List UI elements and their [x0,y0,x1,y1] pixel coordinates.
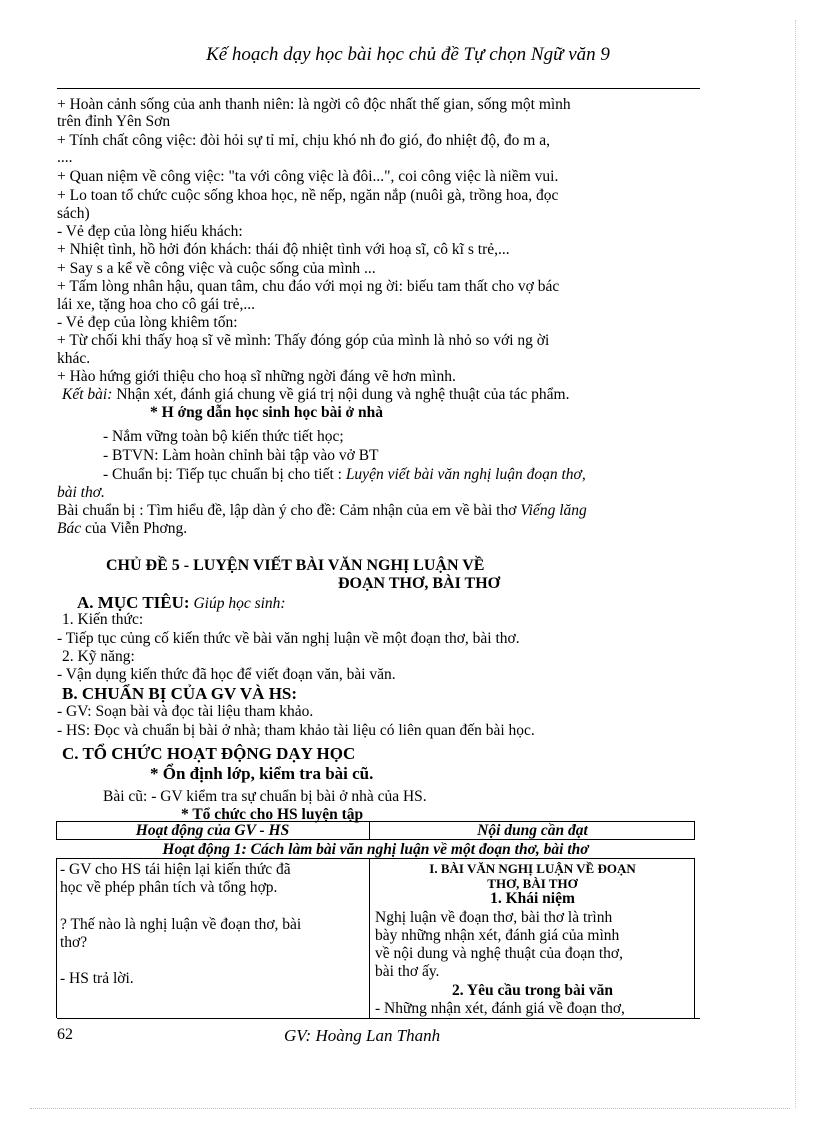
page-number: 62 [57,1026,73,1043]
huong-dan-title: * H ớng dẫn học sinh học bài ở nhà [150,404,383,421]
body-line: + Say s a kể về công việc và cuộc sống của mình ... [57,260,376,277]
body-line: + Tính chất công việc: đòi hỏi sự tỉ mỉ, chịu khó nh đo gió, đo nhiệt độ, đo m a, [57,132,550,149]
body-line: + Nhiệt tình, hồ hởi đón khách: thái độ nhiệt tình với hoạ sĩ, cô kĩ s trẻ,... [57,241,510,258]
body-line: - Vẻ đẹp của lòng hiếu khách: [57,223,243,240]
body-line: - Vẻ đẹp của lòng khiêm tốn: [57,314,238,331]
huong-dan-item: - BTVN: Làm hoàn chỉnh bài tập vào vở BT [103,447,379,464]
section-a-line: - Tiếp tục củng cố kiến thức về bài văn nghị luận về một đoạn thơ, bài thơ. [57,630,520,647]
table-right-line: bài thơ ấy. [375,963,440,980]
ket-bai-text: Nhận xét, đánh giá chung về giá trị nội dung và nghệ thuật của tác phẩm. [112,386,570,403]
section-a-heading [77,594,286,612]
chuan-bi [103,466,586,483]
table-activity-row: Hoạt động 1: Cách làm bài văn nghị luận về một đoạn thơ, bài thơ [162,841,589,858]
body-line: .... [57,149,73,166]
table-right-title: I. BÀI VĂN NGHỊ LUẬN VỀ ĐOẠN [429,861,636,876]
header-rule [57,88,700,89]
bai-cu: Bài cũ: - GV kiểm tra sự chuẩn bị bài ở nhà của HS. [103,788,427,805]
chuan-bi-italic-cont: bài thơ. [57,484,105,501]
section-b-line: - HS: Đọc và chuẩn bị bài ở nhà; tham khảo tài liệu có liên quan đến bài học. [57,722,535,739]
section-c-title: C. TỔ CHỨC HOẠT ĐỘNG DẠY HỌC [62,744,356,763]
table-right-title-cont: THƠ, BÀI THƠ [487,876,578,891]
table-right-sub2: 2. Yêu cầu trong bài văn [451,982,614,999]
footer-author: GV: Hoàng Lan Thanh [284,1026,441,1045]
table-col2-header: Nội dung cần đạt [477,822,588,839]
table-left-line: - HS trả lời. [60,970,134,987]
table-left-line: học về phép phân tích và tổng hợp. [60,879,278,896]
to-chuc-luyen-tap: * Tổ chức cho HS luyện tập [181,806,364,823]
page-edge-dots-vertical [795,20,796,1108]
section-a-line: 1. Kiến thức: [62,611,144,628]
huong-dan-item: - Nắm vững toàn bộ kiến thức tiết học; [103,428,344,445]
bai-chuan-bi [57,502,587,519]
table-right-line: về nội dung và nghệ thuật của đoạn thơ, [375,945,623,962]
section-a-line: 2. Kỹ năng: [62,648,135,665]
table-right-sub1: 1. Khái niệm [490,890,575,907]
bai-chuan-bi-italic-cont: Bác [57,520,82,537]
bai-chuan-bi-cont [57,520,187,537]
body-line: + Hào hứng giới thiệu cho hoạ sĩ những ngời đáng vẽ hơn mình. [57,368,456,385]
body-line: + Lo toan tổ chức cuộc sống khoa học, nề nếp, ngăn nắp (nuôi gà, trồng hoa, đọc [57,187,559,204]
bai-chuan-bi-italic: Viếng lăng [520,502,587,519]
table-right-line: bày những nhận xét, đánh giá của mình [375,927,620,944]
on-dinh-lop: * Ổn định lớp, kiểm tra bài cũ. [150,764,374,783]
page-edge-dots [30,1108,790,1109]
body-line: trên đỉnh Yên Sơn [57,113,171,130]
bai-chuan-bi-prefix: Bài chuẩn bị : Tìm hiểu đề, lập dàn ý cho đề: Cảm nhận của em về bài thơ [57,502,521,519]
bai-chuan-bi-suffix: của Viễn Phơng. [81,520,188,537]
table-left-line: - GV cho HS tái hiện lại kiến thức đã [60,861,291,878]
section-a-line: - Vận dụng kiến thức đã học để viết đoạn văn, bài văn. [57,666,396,683]
page-header-title: Kế hoạch dạy học bài học chủ đề Tự chọn Ngữ văn 9 [206,44,610,65]
section-b-line: - GV: Soạn bài và đọc tài liệu tham khảo. [57,703,314,720]
chuan-bi-italic: Luyện viết bài văn nghị luận đoạn thơ, [345,466,586,483]
body-line: + Hoàn cảnh sống của anh thanh niên: là ngời cô độc nhất thế gian, sống một mình [57,96,571,113]
chu-de-title-line1: CHỦ ĐỀ 5 - LUYỆN VIẾT BÀI VĂN NGHỊ LUẬN VỀ [106,557,485,574]
body-line: + Tấm lòng nhân hậu, quan tâm, chu đáo với mọi ng ời: biếu tam thất cho vợ bác [57,278,560,295]
ket-bai [62,386,570,403]
table-col1-header: Hoạt động của GV - HS [135,822,290,839]
section-a-subtitle: Giúp học sinh: [189,595,286,612]
body-line: khác. [57,350,91,367]
body-line: sách) [57,205,90,222]
body-line: + Quan niệm về công việc: "ta với công việc là đôi...", coi công việc là niềm vui. [57,168,559,185]
body-line: lái xe, tặng hoa cho cô gái trẻ,... [57,296,255,313]
table-right-line: - Những nhận xét, đánh giá về đoạn thơ, [375,1000,625,1017]
section-a-title: A. MỤC TIÊU: [77,593,190,612]
section-b-title: B. CHUẨN BỊ CỦA GV VÀ HS: [62,684,298,703]
table-left-line: thơ? [60,934,88,951]
chuan-bi-prefix: - Chuẩn bị: Tiếp tục chuẩn bị cho tiết : [103,466,346,483]
footer-rule [57,1018,700,1019]
chu-de-title-line2: ĐOẠN THƠ, BÀI THƠ [338,575,501,592]
table-left-line: ? Thế nào là nghị luận về đoạn thơ, bài [60,916,302,933]
body-line: + Từ chối khi thấy hoạ sĩ vẽ mình: Thấy đóng góp của mình là nhỏ so với ng ời [57,332,550,349]
table-right-line: Nghị luận về đoạn thơ, bài thơ là trình [375,909,613,926]
ket-bai-label: Kết bài: [62,386,113,403]
